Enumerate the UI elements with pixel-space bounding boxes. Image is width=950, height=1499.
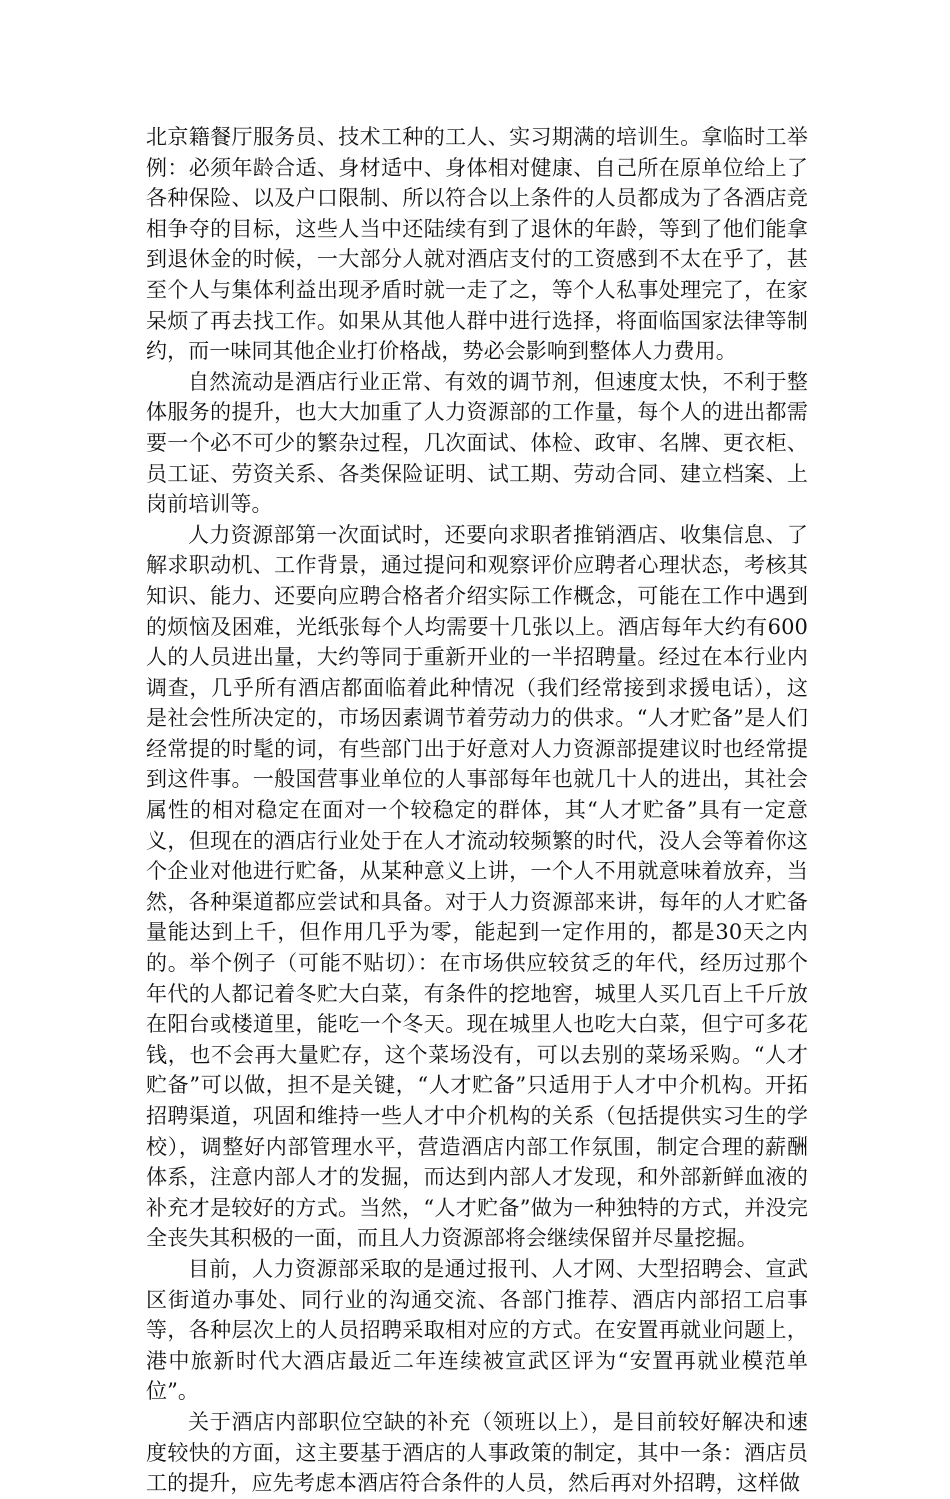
paragraph-3: 人力资源部第一次面试时，还要向求职者推销酒店、收集信息、了解求职动机、工作背景，通过提问和观察评价应聘者心理状态，考核其知识、能力、还要向应聘合格者介绍实际工作概念，可能在工作中遇到的烦恼及困难，光纸张每个人均需要十几张以上。酒店每年大约有600人的人员进出量，大约等同于重新开业的一半招聘量。经过在本行业内调查，几乎所有酒店都面临着此种情况（我们经常接到求援电话），这是社会性所决定的，市场因素调节着劳动力的供求。“人才贮备”是人们经常提的时髦的词，有些部门出于好意对人力资源部提建议时也经常提到这件事。一般国营事业单位的人事部每年也就几十人的进出，其社会属性的相对稳定在面对一个较稳定的群体，其“人才贮备”具有一定意义，但现在的酒店行业处于在人才流动较频繁的时代，没人会等着你这个企业对他进行贮备，从某种意义上讲，一个人不用就意味着放弃，当然，各种渠道都应尝试和具备。对于人力资源部来讲，每年的人才贮备量能达到上千，但作用几乎为零，能起到一定作用的，都是30天之内的。举个例子（可能不贴切）：在市场供应较贫乏的年代，经历过那个年代的人都记着冬贮大白菜，有条件的挖地窖，城里人买几百上千斤放在阳台或楼道里，能吃一个冬天。现在城里人也吃大白菜，但宁可多花钱，也不会再大量贮存，这个菜场没有，可以去别的菜场采购。“人才贮备”可以做，担不是关键，“人才贮备”只适用于人才中介机构。开拓招聘渠道，巩固和维持一些人才中介机构的关系（包括提供实习生的学校），调整好内部管理水平，营造酒店内部工作氛围，制定合理的薪酬体系，注意内部人才的发掘，而达到内部人才发现，和外部新鲜血液的补充才是较好的方式。当然，“人才贮备”做为一种独特的方式，并没完全丧失其积极的一面，而且人力资源部将会继续保留并尽量挖掘。 <box>146 522 808 1251</box>
paragraph-5: 关于酒店内部职位空缺的补充（领班以上），是目前较好解决和速度较快的方面，这主要基于酒店的人事政策的制定，其中一条：酒店员工的提升，应先考虑本酒店符合条件的人员，然后再对外招聘，这样做 <box>146 1409 808 1496</box>
document-page <box>146 122 808 1499</box>
paragraph-4: 目前，人力资源部采取的是通过报刊、人才网、大型招聘会、宣武区街道办事处、同行业的沟通交流、各部门推荐、酒店内部招工启事等，各种层次上的人员招聘采取相对应的方式。在安置再就业问题上，港中旅新时代大酒店最近二年连续被宣武区评为“安置再就业模范单位”。 <box>146 1256 808 1404</box>
paragraph-1: 北京籍餐厅服务员、技术工种的工人、实习期满的培训生。拿临时工举例：必须年龄合适、身材适中、身体相对健康、自己所在原单位给上了各种保险、以及户口限制、所以符合以上条件的人员都成为了各酒店竞相争夺的目标，这些人当中还陆续有到了退休的年龄，等到了他们能拿到退休金的时候，一大部分人就对酒店支付的工资感到不太在乎了，甚至个人与集体利益出现矛盾时就一走了之，等个人私事处理完了，在家呆烦了再去找工作。如果从其他人群中进行选择，将面临国家法律等制约，而一味同其他企业打价格战，势必会影响到整体人力费用。 <box>146 125 808 364</box>
paragraph-2: 自然流动是酒店行业正常、有效的调节剂，但速度太快，不利于整体服务的提升，也大大加重了人力资源部的工作量，每个人的进出都需要一个必不可少的繁杂过程，几次面试、体检、政审、名牌、更衣柜、员工证、劳资关系、各类保险证明、试工期、劳动合同、建立档案、上岗前培训等。 <box>146 369 808 517</box>
